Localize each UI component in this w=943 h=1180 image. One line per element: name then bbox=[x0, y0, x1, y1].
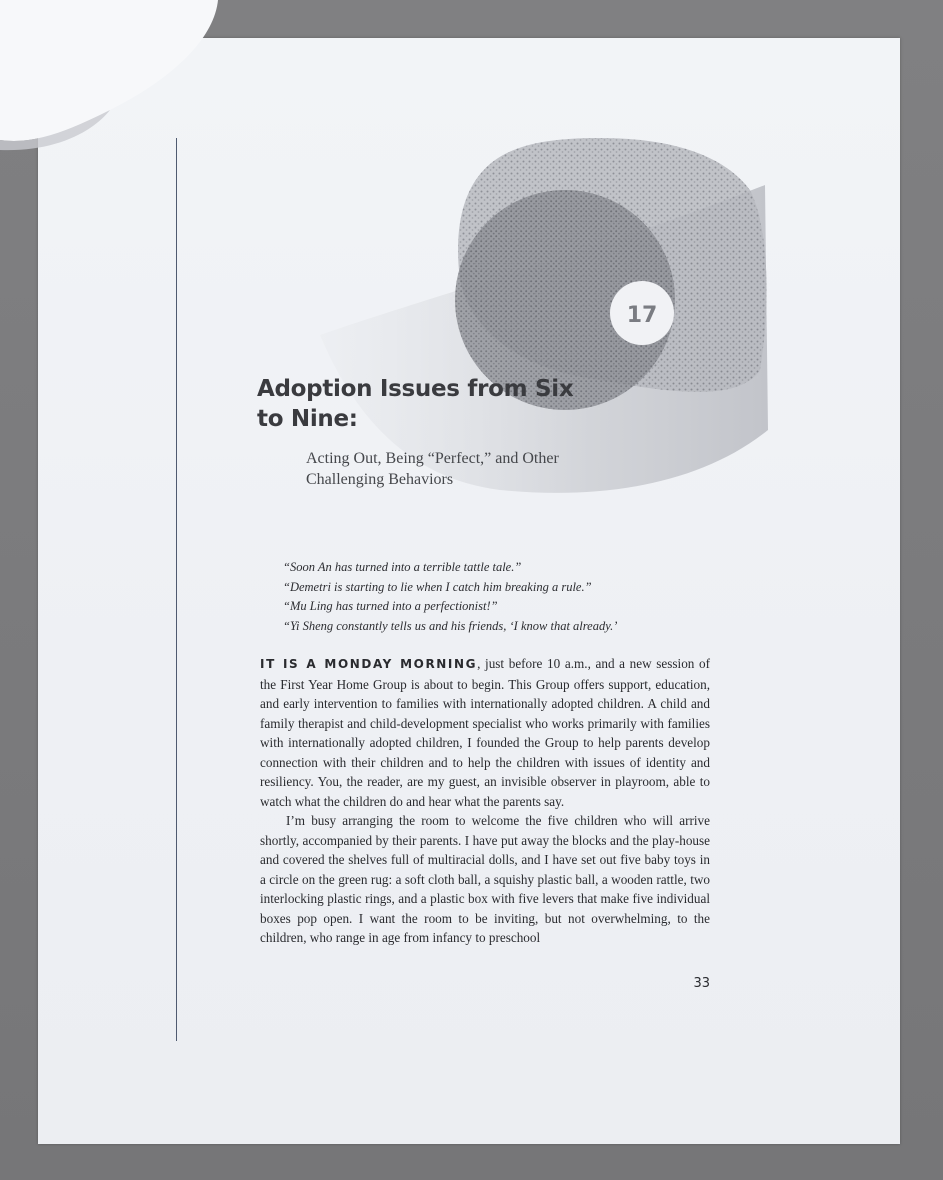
epigraph-line: “Mu Ling has turned into a perfectionist!” bbox=[283, 599, 498, 613]
epigraph-line: “Yi Sheng constantly tells us and his friends, ‘I know that already.’ bbox=[283, 618, 618, 633]
margin-rule bbox=[176, 138, 177, 1041]
chapter-title: Adoption Issues from Six to Nine: bbox=[257, 376, 574, 432]
chapter-number: 17 bbox=[626, 303, 658, 328]
paragraph bbox=[260, 654, 710, 811]
paragraph: I’m busy arranging the room to welcome the five children who will arrive shortly, accompanied by their parents. I have put away the blocks and the play-house and covered the shelves full of multiracial dolls, and I have set out five baby toys in a circle on the green rug: a soft cloth ball, a squishy plastic ball, a wooden rattle, two interlocking plastic rings, and a plastic box with five levers that make five individual boxes pop open. I want the room to be inviting, but not overwhelming, to the children, who range in age from infancy to preschool bbox=[260, 813, 710, 945]
epigraph-line: “Demetri is starting to lie when I catch him breaking a rule.” bbox=[283, 579, 592, 594]
body-text bbox=[260, 654, 710, 948]
paragraph-text: , just before 10 a.m., and a new session of the First Year Home Group is about to begin. This Group offers support, education, and early intervention to families with internationally adopted children. A child and family therapist and child-development specialist who works primarily with families with internationally adopted children, I founded the Group to help parents develop connection with their children and to help the children with issues of identity and resiliency. You, the reader, are my guest, an invisible observer in playroom, able to watch what the children do and hear what the parents say. bbox=[260, 656, 711, 809]
chapter-subtitle: Acting Out, Being “Perfect,” and Other Challenging Behaviors bbox=[306, 450, 559, 488]
epigraph bbox=[283, 558, 703, 636]
page-number: 33 bbox=[693, 976, 710, 991]
lead-in: IT IS A MONDAY MORNING bbox=[260, 657, 478, 671]
epigraph-line: “Soon An has turned into a terrible tattle tale.” bbox=[283, 560, 522, 574]
